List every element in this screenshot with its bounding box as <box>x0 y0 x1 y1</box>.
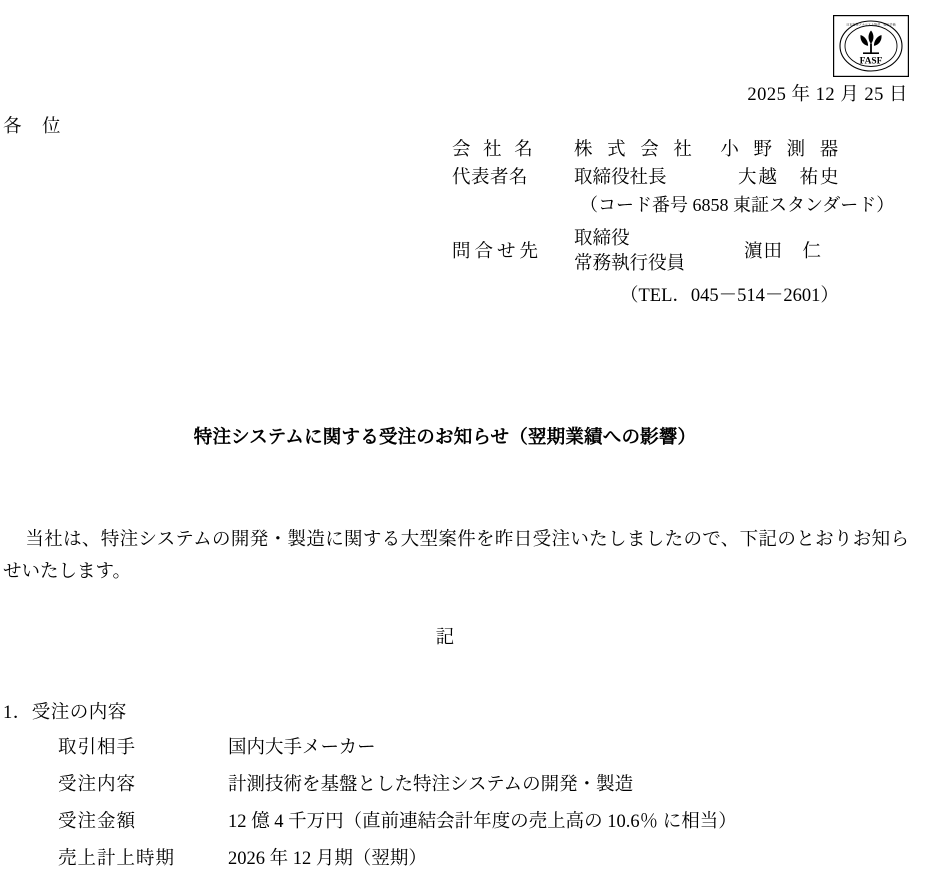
page-title: 特注システムに関する受注のお知らせ（翌期業績への影響） <box>193 428 697 448</box>
detail-label: 受注金額 <box>58 812 137 832</box>
telephone-line: （TEL．045－514－2601） <box>620 285 839 306</box>
company-info-block <box>452 141 912 305</box>
table-row <box>58 844 908 870</box>
table-row <box>58 733 908 759</box>
contact-name: 濵田 仁 <box>744 241 823 262</box>
table-row <box>58 807 908 833</box>
representative-title: 取締役社長 <box>574 167 667 188</box>
ki-mark: 記 <box>435 628 455 648</box>
detail-value: 国内大手メーカー <box>228 738 376 758</box>
body-paragraph <box>3 524 909 589</box>
contact-titles <box>574 227 696 277</box>
detail-value: 2026 年 12 月期（翌期） <box>228 849 427 869</box>
securities-code-line <box>580 196 912 214</box>
contact-row <box>452 227 912 277</box>
representative-label: 代表者名 <box>452 167 529 188</box>
detail-value: 12 億 4 千万円（直前連結会計年度の売上高の 10.6％ に相当） <box>228 812 737 832</box>
company-name-row <box>452 141 912 160</box>
order-details-list <box>58 733 908 881</box>
document-date: 2025 年 12 月 25 日 <box>747 85 908 105</box>
representative-row <box>452 169 912 188</box>
table-row <box>58 770 908 796</box>
company-name-value: 株 式 会 社 小 野 測 器 <box>574 140 844 160</box>
addressee: 各 位 <box>3 117 62 137</box>
contact-title-line1: 取締役 <box>574 229 630 249</box>
detail-value: 計測技術を基盤とした特注システムの開発・製造 <box>228 775 634 795</box>
section-1-heading: 1．受注の内容 <box>3 703 127 723</box>
securities-code-text: （コード番号 6858 東証スタンダード） <box>580 195 895 215</box>
detail-label: 売上計上時期 <box>58 849 176 869</box>
contact-label: 問合せ先 <box>452 241 543 262</box>
company-name-label: 会 社 名 <box>452 140 537 160</box>
representative-name: 大越 祐史 <box>738 167 841 188</box>
paragraph-text: 当社は、特注システムの開発・製造に関する大型案件を昨日受注いたしましたので、下記のとおりお知らせいたします。 <box>3 530 909 583</box>
contact-title-line2: 常務執行役員 <box>574 253 686 274</box>
svg-text:日本証券アナリスト協会 検定会員: 日本証券アナリスト協会 検定会員 <box>846 22 896 27</box>
fasf-logo <box>833 15 909 77</box>
svg-text:FASF: FASF <box>859 56 883 67</box>
detail-label: 受注内容 <box>58 775 137 795</box>
detail-label: 取引相手 <box>58 738 137 758</box>
